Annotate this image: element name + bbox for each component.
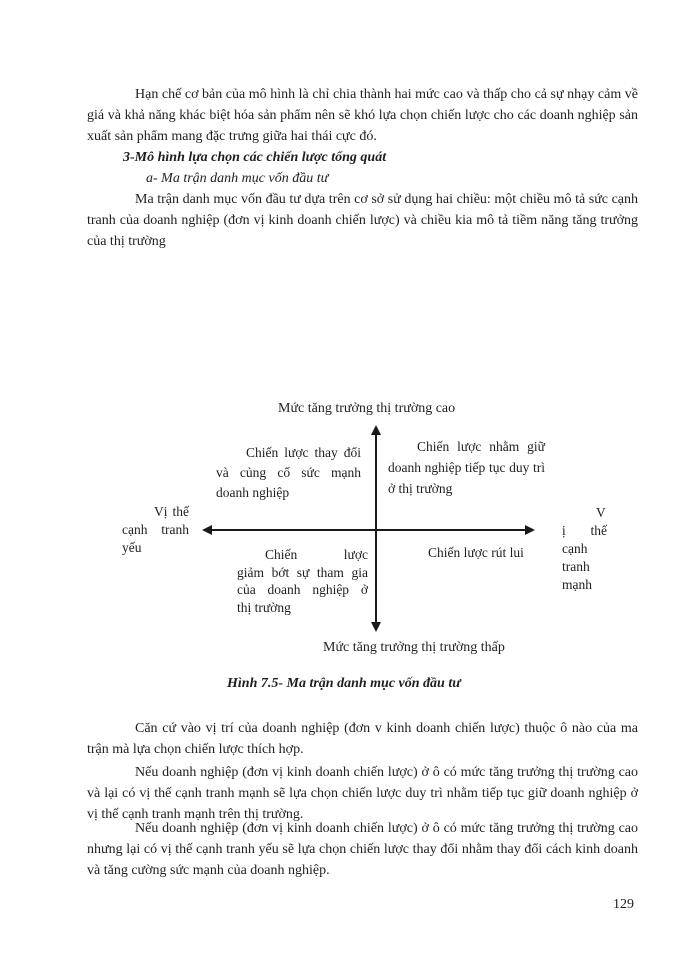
quadrant-text-line: ở thị trường bbox=[388, 481, 453, 496]
axis-label-right bbox=[562, 504, 607, 594]
axis-label-line: cạnh bbox=[562, 541, 588, 556]
figure-caption: Hình 7.5- Ma trận danh mục vốn đầu tư bbox=[227, 676, 461, 691]
arrow-right-icon bbox=[525, 525, 535, 535]
vertical-axis-line bbox=[375, 433, 377, 623]
axis-label-line: mạnh bbox=[562, 577, 592, 592]
paragraph-strong-position: Nếu doanh nghiệp (đơn vị kinh doanh chiến lược) ở ô có mức tăng trưởng thị trường cao và lại có vị thế cạnh tranh mạnh sẽ lựa chọn chiến lược duy trì nhằm tiếp tục giữ doanh nghiệp ở vị thế cạnh tranh mạnh trên thị trường. bbox=[87, 765, 638, 822]
axis-label-left bbox=[122, 503, 189, 557]
quadrant-text-line: giảm bớt sự tham gia bbox=[237, 564, 368, 580]
axis-label-bottom: Mức tăng trưởng thị trường thấp bbox=[323, 640, 505, 655]
paragraph-position: Căn cứ vào vị trí của doanh nghiệp (đơn v kinh doanh chiến lược) thuộc ô nào của ma trận mà lựa chọn chiến lược thích hợp. bbox=[87, 721, 638, 757]
paragraph-matrix-intro: Ma trận danh mục vốn đầu tư dựa trên cơ sở sử dụng hai chiều: một chiều mô tả sức cạnh tranh của doanh nghiệp (đơn vị kinh doanh chiến lược) và chiều kia mô tả tiềm năng tăng trưởng của thị trường bbox=[87, 192, 638, 249]
quadrant-upper-left bbox=[216, 443, 361, 503]
quadrant-text-line: Chiến lược nhằm giữ bbox=[417, 439, 545, 454]
section-heading-3: 3-Mô hình lựa chọn các chiến lược tổng quát bbox=[123, 150, 387, 165]
axis-label-line: ị thế bbox=[562, 523, 607, 538]
quadrant-text-line: doanh nghiệp bbox=[216, 485, 290, 500]
paragraph-limitations: Hạn chế cơ bản của mô hình là chỉ chia thành hai mức cao và thấp cho cả sự nhạy cảm về giá và khả năng khác biệt hóa sản phẩm nên sẽ khó lựa chọn chiến lược cho các doanh nghiệp sản xuất sản phẩm mang đặc trưng giữa hai thái cực đó. bbox=[87, 87, 638, 144]
quadrant-text-line: doanh nghiệp tiếp tục duy trì bbox=[388, 460, 545, 475]
quadrant-lower-right: Chiến lược rút lui bbox=[428, 545, 524, 560]
subsection-heading-a: a- Ma trận danh mục vốn đầu tư bbox=[146, 171, 329, 186]
quadrant-text-line: Chiến lược bbox=[265, 547, 368, 562]
quadrant-text-line: và củng cố sức mạnh bbox=[216, 465, 361, 480]
axis-label-line: Vị thế bbox=[154, 504, 189, 519]
paragraph-weak-position: Nếu doanh nghiệp (đơn vị kinh doanh chiến lược) ở ô có mức tăng trưởng thị trường cao nhưng lại có vị thế cạnh tranh yếu sẽ lựa chọn chiến lược thay đổi nhằm thay đổi cách kinh doanh và tăng cường sức mạnh của doanh nghiệp. bbox=[87, 821, 638, 878]
quadrant-upper-right bbox=[388, 436, 545, 499]
axis-label-line: cạnh tranh bbox=[122, 522, 189, 537]
page-number: 129 bbox=[613, 897, 634, 912]
horizontal-axis-line bbox=[211, 529, 525, 531]
axis-label-line: V bbox=[596, 505, 606, 520]
quadrant-lower-left bbox=[237, 546, 368, 616]
arrow-down-icon bbox=[371, 622, 381, 632]
quadrant-text-line: thị trường bbox=[237, 599, 291, 615]
axis-label-top: Mức tăng trưởng thị trường cao bbox=[278, 401, 456, 416]
axis-label-line: tranh bbox=[562, 559, 590, 574]
quadrant-text-line: Chiến lược thay đổi bbox=[246, 445, 361, 460]
quadrant-text-line: của doanh nghiệp ở bbox=[237, 582, 368, 597]
axis-label-line: yếu bbox=[122, 540, 142, 555]
